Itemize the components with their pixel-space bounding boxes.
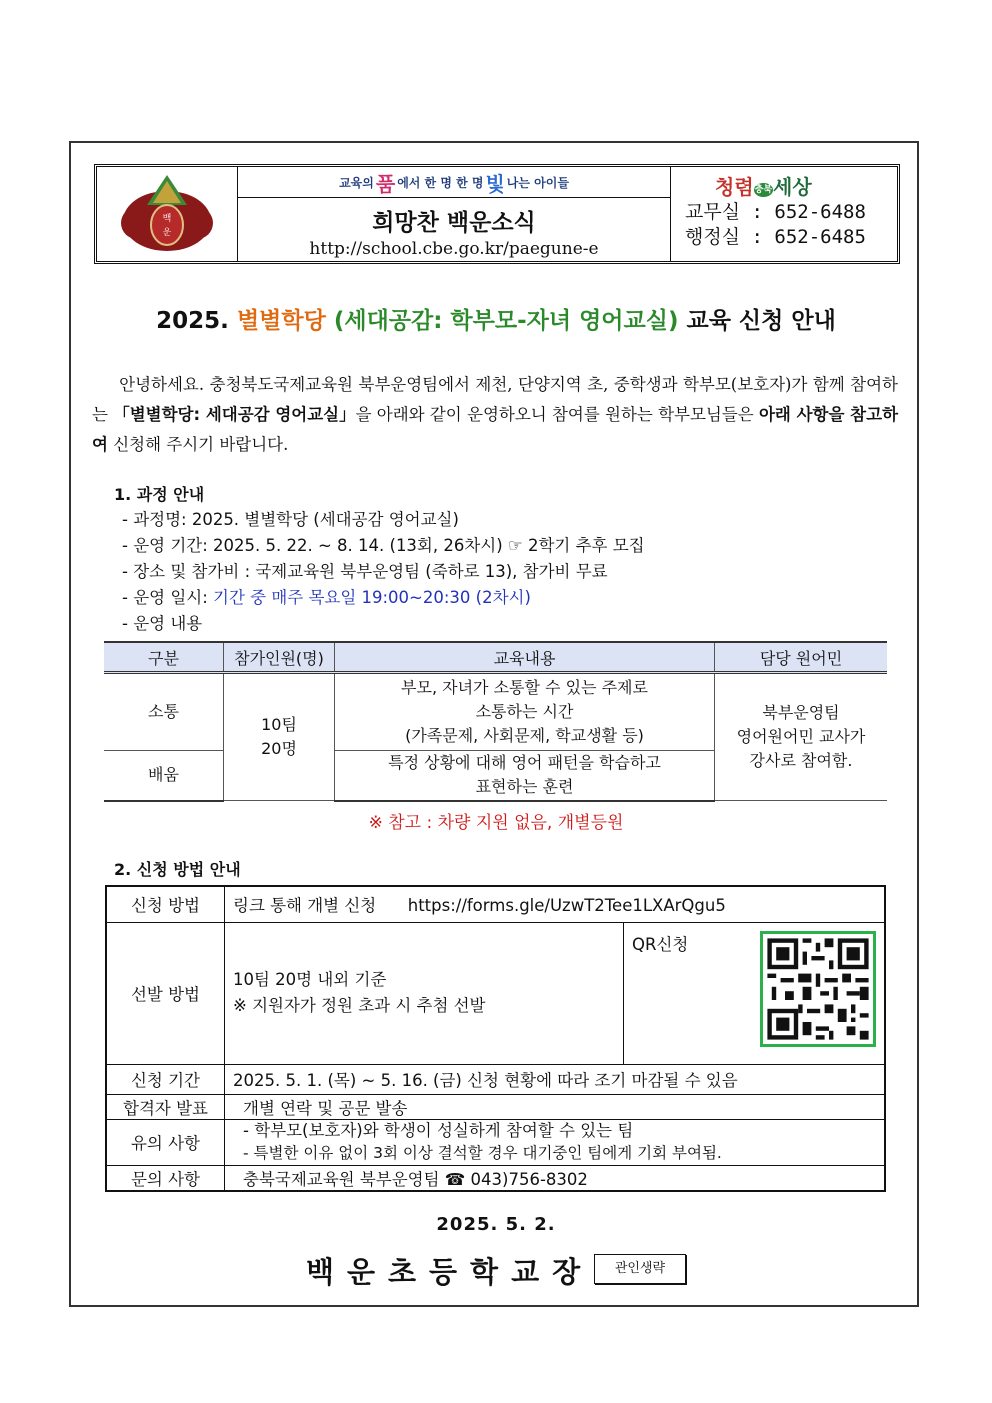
- title-program: 별별학당: [236, 308, 326, 334]
- school-logo: [97, 167, 238, 261]
- office-phone-2: 행정실 : 652-6485: [685, 226, 866, 248]
- issue-date: 2025. 5. 2.: [436, 1214, 556, 1235]
- row1-content-line3: (가족문제, 사회문제, 학교생활 등): [405, 726, 644, 745]
- participants-cell: [224, 673, 335, 801]
- slogan-big-1: 품: [375, 171, 396, 196]
- intro-bold-2: 아래 사항을 참고하여: [92, 405, 899, 454]
- slogan: [238, 167, 670, 198]
- selection-line1: 10팀 20명 내외 기준: [233, 970, 387, 989]
- contact-text: 충북국제교육원 북부운영팀 ☎ 043)756-8302: [225, 1165, 886, 1191]
- row1-content-line1: 부모, 자녀가 소통할 수 있는 주제로: [401, 678, 648, 697]
- row2-content-line2: 표현하는 훈련: [475, 777, 574, 797]
- participants-count: 20명: [261, 739, 297, 758]
- method-cell: [225, 886, 886, 922]
- schedule-label: - 운영 일시:: [122, 588, 214, 607]
- bullet-content: - 운영 내용: [122, 614, 203, 633]
- brand-mid: 충북: [754, 185, 773, 195]
- brand-a: 청렴: [715, 175, 754, 199]
- label-method: 신청 방법: [106, 886, 225, 922]
- participants-teams: 10팀: [261, 715, 297, 734]
- logo-text-2: 운: [162, 228, 172, 238]
- label-result: 합격자 발표: [106, 1094, 225, 1119]
- logo-text-1: 백: [162, 214, 172, 224]
- seal-omitted-stamp: 관인생략: [594, 1254, 686, 1284]
- row2-category: 배움: [104, 751, 224, 801]
- note-transport: ※ 참고 : 차량 지원 없음, 개별등원: [368, 813, 624, 833]
- th-content: 교육내용: [335, 642, 715, 673]
- th-category: 구분: [104, 642, 224, 673]
- principal-signature: 백운초등학교장: [306, 1255, 594, 1289]
- row1-content-line2: 소통하는 시간: [475, 702, 574, 721]
- selection-line2: ※ 지원자가 정원 초과 시 추첨 선발: [233, 996, 486, 1015]
- caution-line1: - 학부모(보호자)와 학생이 성실하게 참여할 수 있는 팀: [243, 1121, 634, 1140]
- staff-line2: 영어원어민 교사가: [736, 727, 866, 746]
- bullet-period: - 운영 기간: 2025. 5. 22. ~ 8. 14. (13회, 26차시) ☞ 2학기 추후 모집: [122, 536, 645, 555]
- caution-cell: [225, 1119, 886, 1165]
- newsletter-header: [94, 164, 900, 264]
- intro-text-1: 안녕하세요. 충청북도국제교육원 북부운영팀에서 제천, 단양지역 초, 중학생과 학부모(보호자)가 함께 참여하는: [92, 375, 898, 424]
- slogan-big-2: 빛: [485, 171, 505, 196]
- title-suffix: 교육 신청 안내: [686, 308, 836, 334]
- section2-heading: 2. 신청 방법 안내: [114, 860, 241, 879]
- school-emblem-icon: [117, 171, 217, 257]
- result-text: 개별 연락 및 공문 발송: [225, 1094, 886, 1119]
- slogan-post: 나는 아이들: [506, 175, 569, 190]
- period-text: 2025. 5. 1. (목) ~ 5. 16. (금) 신청 현황에 따라 조기 마감될 수 있음: [225, 1064, 886, 1094]
- qr-label: QR신청: [632, 934, 689, 954]
- page-title: [0, 302, 992, 335]
- staff-line3: 강사로 참여함.: [749, 751, 853, 770]
- brand-b: 세상: [773, 175, 812, 199]
- qr-code-icon[interactable]: [760, 931, 876, 1047]
- schedule-time: 기간 중 매주 목요일 19:00~20:30 (2차시): [213, 588, 531, 607]
- office-phone-1: 교무실 : 652-6488: [685, 201, 866, 223]
- row1-category: 소통: [104, 673, 224, 751]
- staff-cell: [715, 673, 888, 801]
- course-table: [104, 641, 887, 802]
- row2-content-line1: 특정 상황에 대해 영어 패턴을 학습하고: [388, 753, 661, 773]
- caution-line2: - 특별한 이유 없이 3회 이상 결석할 경우 대기중인 팀에게 기회 부여됨.: [243, 1144, 722, 1162]
- th-participants: 참가인원(명): [224, 642, 335, 673]
- label-contact: 문의 사항: [106, 1165, 225, 1191]
- school-url[interactable]: http://school.cbe.go.kr/paegune-e: [309, 239, 599, 259]
- title-year: 2025.: [156, 308, 229, 334]
- slogan-pre: 교육의: [339, 175, 374, 190]
- label-caution: 유의 사항: [106, 1119, 225, 1165]
- application-table: [105, 885, 886, 1192]
- bullet-place-fee: - 장소 및 참가비 : 국제교육원 북부운영팀 (죽하로 13), 참가비 무료: [122, 562, 608, 581]
- intro-paragraph: [92, 370, 898, 460]
- application-link[interactable]: https://forms.gle/UzwT2Tee1LXArQgu5: [407, 896, 726, 916]
- label-period: 신청 기간: [106, 1064, 225, 1094]
- newsletter-title: 희망찬 백운소식: [372, 210, 536, 236]
- label-selection: 선발 방법: [106, 922, 225, 1064]
- row2-content: [335, 751, 715, 801]
- intro-text-3: 신청해 주시기 바랍니다.: [107, 435, 289, 454]
- method-text: 링크 통해 개별 신청: [233, 896, 377, 916]
- intro-text-2: 을 아래와 같이 운영하오니 참여를 원하는 학부모님들은: [355, 405, 759, 424]
- section1-heading: 1. 과정 안내: [114, 485, 205, 504]
- qr-cell: [624, 922, 886, 1064]
- bullet-course-name: - 과정명: 2025. 별별학당 (세대공감 영어교실): [122, 510, 459, 529]
- th-staff: 담당 원어민: [715, 642, 888, 673]
- intro-bold-1: 「별별학당: 세대공감 영어교실」: [113, 405, 356, 424]
- selection-cell: [225, 922, 624, 1064]
- brand-slogan: [715, 171, 812, 200]
- title-subtitle: (세대공감: 학부모-자녀 영어교실): [333, 308, 679, 334]
- slogan-mid: 에서 한 명 한 명: [397, 175, 484, 190]
- bullet-schedule: [122, 584, 531, 608]
- row1-content: [335, 673, 715, 751]
- staff-line1: 북부운영팀: [762, 703, 840, 722]
